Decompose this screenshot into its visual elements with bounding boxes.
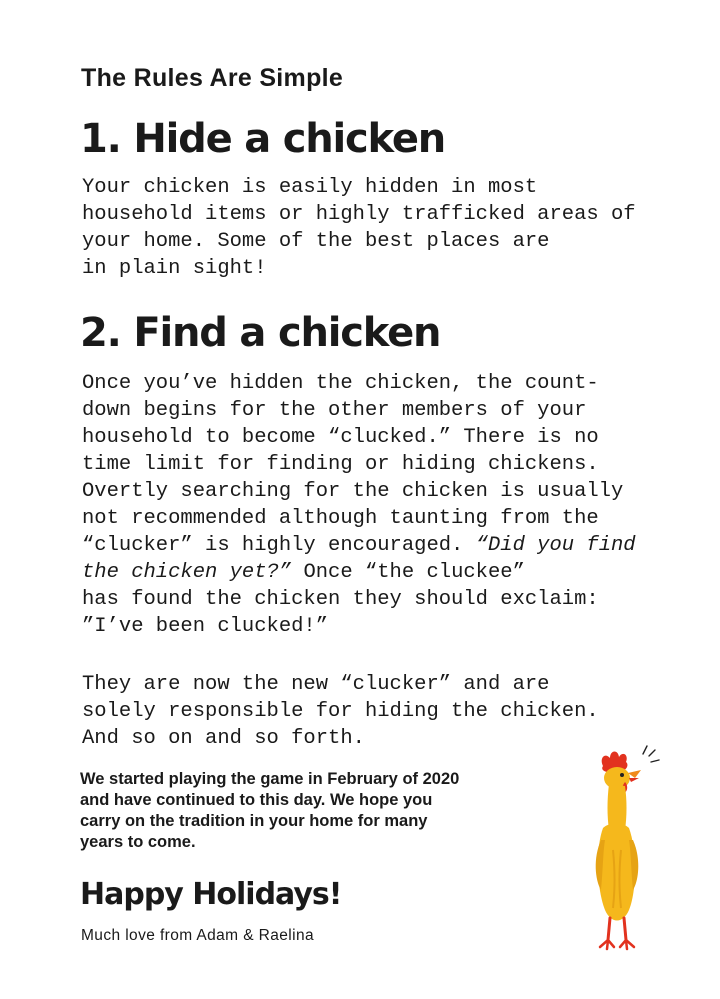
history-note [80,769,600,853]
text-line: We started playing the game in February of 2020 [80,770,460,788]
rubber-chicken-icon [585,740,665,955]
text-line: They are now the new “clucker” and are [82,673,550,696]
intro-title: The Rules Are Simple [81,64,344,92]
rule-2-heading: 2. Find a chicken [80,310,441,356]
text-line: household to become “clucked.” There is no [82,426,599,449]
text-line: not recommended although taunting from the [82,507,599,530]
text-line: down begins for the other members of your [82,399,587,422]
italic-quote: the chicken yet?” [82,561,292,584]
text-line: has found the chicken they should exclaim: [82,588,599,611]
rule-1-text [82,174,682,282]
text-line: Overtly searching for the chicken is usually [82,480,624,503]
text-line: And so on and so forth. [82,727,365,750]
text-fragment: “clucker” is highly encouraged. [82,534,476,557]
text-line: carry on the tradition in your home for many [80,812,428,830]
text-line: Once you’ve hidden the chicken, the count- [82,372,599,395]
italic-quote: “Did you find [475,534,636,557]
text-line [82,559,682,586]
text-line: ”I’ve been clucked!” [82,615,329,638]
rule-1-heading: 1. Hide a chicken [80,116,446,162]
greeting: Happy Holidays! [80,877,342,912]
text-fragment: Once “the cluckee” [291,561,525,584]
text-line: household items or highly trafficked areas of [82,203,636,226]
rule-2-text [82,370,682,640]
signoff: Much love from Adam & Raelina [81,927,315,944]
text-line: years to come. [80,833,196,851]
text-line: and have continued to this day. We hope you [80,791,433,809]
text-line: in plain sight! [82,257,267,280]
text-line: Your chicken is easily hidden in most [82,176,538,199]
text-line [82,532,682,559]
text-line: time limit for finding or hiding chickens. [82,453,599,476]
text-line: solely responsible for hiding the chicken. [82,700,599,723]
text-line: your home. Some of the best places are [82,230,550,253]
